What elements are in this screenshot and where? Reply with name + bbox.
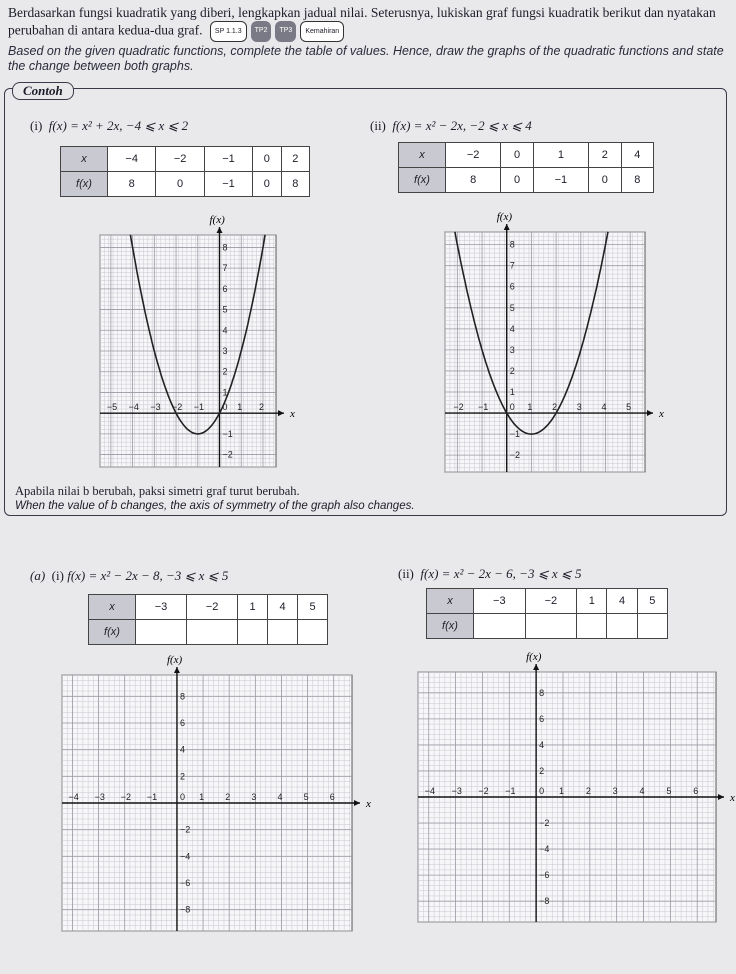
y-tick-label: 8 bbox=[222, 242, 228, 253]
x-axis-label: x bbox=[659, 408, 664, 421]
answer-cell[interactable] bbox=[607, 614, 637, 639]
y-tick-label: 2 bbox=[539, 765, 545, 776]
x-tick-label: −1 bbox=[146, 792, 158, 802]
x-tick-label: 0 bbox=[222, 402, 228, 413]
x-tick-label: 3 bbox=[612, 786, 618, 796]
y-tick-label: 1 bbox=[222, 387, 228, 398]
x-tick-label: 0 bbox=[179, 792, 185, 802]
y-tick-label: −2 bbox=[539, 818, 550, 829]
y-tick-label: 4 bbox=[509, 323, 515, 334]
y-axis-label: f(x) bbox=[526, 651, 542, 663]
y-tick-label: −2 bbox=[222, 449, 233, 460]
example-i-title: (i) f(x) = x² + 2x, −4 ⩽ x ⩽ 2 bbox=[30, 118, 189, 133]
answer-cell[interactable] bbox=[577, 614, 607, 639]
y-axis-label: f(x) bbox=[496, 211, 512, 223]
x-tick-label: 5 bbox=[666, 786, 672, 796]
exercise-i-function: f(x) = x² − 2x − 8, −3 ⩽ x ⩽ 5 bbox=[67, 568, 229, 583]
exercise-i-graph-grid[interactable] bbox=[62, 654, 371, 931]
x-tick-label: 4 bbox=[277, 792, 283, 802]
x-tick-label: −5 bbox=[106, 402, 118, 413]
y-axis-label: f(x) bbox=[209, 214, 225, 226]
graph-paper bbox=[445, 232, 645, 472]
y-tick-label: −4 bbox=[179, 851, 191, 862]
y-arrow-icon bbox=[174, 667, 180, 673]
y-tick-label: 7 bbox=[509, 260, 515, 271]
skill-tags bbox=[210, 21, 344, 42]
y-arrow-icon bbox=[533, 664, 539, 670]
y-axis-label: f(x) bbox=[166, 654, 183, 666]
x-tick-label: −3 bbox=[150, 402, 161, 413]
note-english: When the value of b changes, the axis of symmetry of the graph also changes. bbox=[15, 500, 415, 512]
x-tick-label: −4 bbox=[128, 402, 139, 413]
x-tick-label: 0 bbox=[539, 786, 545, 796]
example-i-function: f(x) = x² + 2x, −4 ⩽ x ⩽ 2 bbox=[48, 118, 189, 133]
y-tick-label: 3 bbox=[222, 346, 228, 356]
note-malay: Apabila nilai b berubah, paksi simetri graf turut berubah. bbox=[15, 484, 300, 498]
y-tick-label: 5 bbox=[222, 304, 228, 315]
example-i-graph bbox=[100, 214, 295, 467]
x-tick-label: 2 bbox=[552, 402, 558, 413]
x-tick-label: −3 bbox=[451, 786, 462, 796]
tag-sp: SP 1.1.3 bbox=[210, 21, 247, 42]
y-tick-label: 6 bbox=[509, 281, 515, 292]
x-tick-label: 3 bbox=[576, 402, 582, 413]
x-tick-label: 1 bbox=[199, 792, 205, 802]
instruction-malay: Berdasarkan fungsi kuadratik yang diberi, lengkapkan jadual nilai. Seterusnya, lukiskan graf fungsi kuadratik berikut dan nyatakan perubahan di antara kedua-dua graf. bbox=[8, 5, 716, 38]
table-row: f(x) 8 0 −1 0 8 bbox=[61, 172, 310, 197]
x-tick-label: 5 bbox=[626, 402, 632, 413]
y-tick-label: 8 bbox=[179, 691, 185, 702]
x-arrow-icon bbox=[354, 800, 360, 806]
y-tick-label: 2 bbox=[222, 366, 228, 377]
x-tick-label: 6 bbox=[329, 792, 335, 802]
y-tick-label: 4 bbox=[222, 325, 228, 336]
y-tick-label: 8 bbox=[509, 239, 515, 250]
table-row: x −3 −2 1 4 5 bbox=[89, 595, 328, 620]
table-row: f(x) bbox=[427, 614, 668, 639]
y-tick-label: −1 bbox=[509, 429, 520, 440]
y-tick-label: −2 bbox=[509, 450, 520, 461]
x-tick-label: 2 bbox=[225, 792, 231, 802]
answer-cell[interactable] bbox=[637, 614, 667, 639]
answer-cell[interactable] bbox=[525, 614, 577, 639]
x-tick-label: −2 bbox=[478, 786, 489, 796]
x-tick-label: 2 bbox=[585, 786, 591, 796]
y-tick-label: 7 bbox=[222, 263, 228, 274]
answer-cell[interactable] bbox=[136, 620, 187, 645]
x-tick-label: −1 bbox=[478, 402, 489, 413]
x-tick-label: 1 bbox=[558, 786, 564, 796]
example-ii-graph bbox=[445, 211, 664, 472]
exercise-ii-table bbox=[426, 588, 668, 639]
x-tick-label: −3 bbox=[94, 792, 105, 802]
y-tick-label: 6 bbox=[222, 283, 228, 294]
table-row: x −2 0 1 2 4 bbox=[399, 143, 654, 168]
y-tick-label: −2 bbox=[179, 824, 191, 835]
y-tick-label: −6 bbox=[179, 878, 191, 888]
y-tick-label: 8 bbox=[539, 687, 545, 698]
x-tick-label: −4 bbox=[68, 792, 79, 802]
y-tick-label: 6 bbox=[179, 718, 185, 728]
x-axis-label: x bbox=[290, 408, 295, 421]
table-row: x −3 −2 1 4 5 bbox=[427, 589, 668, 614]
x-arrow-icon bbox=[718, 794, 724, 800]
y-tick-label: 5 bbox=[509, 302, 515, 313]
exercise-a-i-title: (a) (i) f(x) = x² − 2x − 8, −3 ⩽ x ⩽ 5 bbox=[30, 568, 229, 583]
x-tick-label: 5 bbox=[303, 792, 309, 802]
exercise-ii-graph-grid[interactable] bbox=[418, 651, 735, 922]
x-tick-label: 1 bbox=[527, 402, 533, 413]
tag-skill: Kemahiran bbox=[300, 21, 344, 42]
y-tick-label: −4 bbox=[539, 844, 550, 855]
example-i-table bbox=[60, 146, 310, 197]
x-tick-label: 4 bbox=[639, 786, 645, 796]
example-ii-function: f(x) = x² − 2x, −2 ⩽ x ⩽ 4 bbox=[392, 118, 532, 133]
example-ii-title: (ii) f(x) = x² − 2x, −2 ⩽ x ⩽ 4 bbox=[370, 118, 532, 133]
instructions bbox=[8, 4, 728, 74]
answer-cell[interactable] bbox=[187, 620, 238, 645]
y-tick-label: 3 bbox=[509, 344, 515, 355]
instruction-english: Based on the given quadratic functions, complete the table of values. Hence, draw the graphs of the quadratic functions and state the change between both graphs. bbox=[8, 44, 724, 73]
x-tick-label: 6 bbox=[693, 786, 699, 796]
exercise-a-ii-title: (ii) f(x) = x² − 2x − 6, −3 ⩽ x ⩽ 5 bbox=[398, 566, 582, 581]
x-tick-label: 0 bbox=[509, 402, 515, 413]
table-row: x −4 −2 −1 0 2 bbox=[61, 147, 310, 172]
x-tick-label: 3 bbox=[251, 792, 257, 802]
answer-cell[interactable] bbox=[474, 614, 526, 639]
x-axis-label: x bbox=[366, 798, 371, 810]
exercise-i-table bbox=[88, 594, 328, 645]
y-tick-label: 1 bbox=[509, 387, 515, 397]
tag-tp3: TP3 bbox=[275, 21, 296, 42]
answer-cell[interactable] bbox=[298, 620, 328, 645]
table-row: f(x) 8 0 −1 0 8 bbox=[399, 168, 654, 193]
x-tick-label: −2 bbox=[172, 402, 183, 413]
y-tick-label: 4 bbox=[179, 744, 185, 755]
tag-tp2: TP2 bbox=[251, 21, 272, 42]
x-tick-label: −1 bbox=[505, 786, 516, 796]
x-tick-label: −4 bbox=[424, 786, 436, 796]
x-tick-label: 2 bbox=[258, 402, 264, 413]
y-tick-label: −8 bbox=[179, 904, 191, 915]
y-tick-label: −6 bbox=[539, 870, 550, 881]
x-tick-label: −2 bbox=[453, 402, 464, 413]
answer-cell[interactable] bbox=[238, 620, 268, 645]
example-label: Contoh bbox=[12, 82, 74, 100]
x-tick-label: 1 bbox=[237, 402, 243, 413]
answer-cell[interactable] bbox=[268, 620, 298, 645]
x-tick-label: −2 bbox=[120, 792, 131, 802]
x-tick-label: −1 bbox=[193, 402, 205, 413]
y-tick-label: −1 bbox=[222, 428, 233, 439]
exercise-ii-function: f(x) = x² − 2x − 6, −3 ⩽ x ⩽ 5 bbox=[420, 566, 582, 581]
y-tick-label: −8 bbox=[539, 896, 550, 907]
y-tick-label: 6 bbox=[539, 713, 545, 724]
y-tick-label: 2 bbox=[179, 771, 185, 782]
x-axis-label: x bbox=[730, 792, 735, 804]
x-tick-label: 4 bbox=[601, 402, 607, 413]
table-row: f(x) bbox=[89, 620, 328, 645]
y-tick-label: 4 bbox=[539, 739, 545, 750]
y-tick-label: 2 bbox=[509, 365, 515, 376]
example-ii-table bbox=[398, 142, 654, 193]
